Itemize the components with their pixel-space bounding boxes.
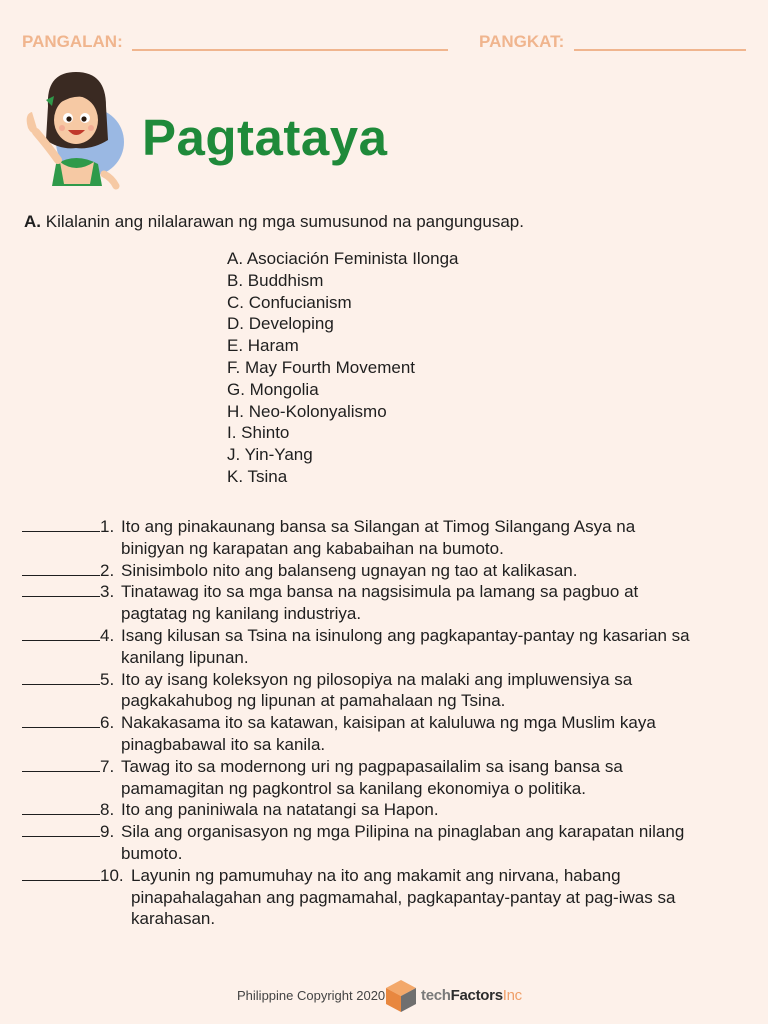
choice-item: K. Tsina xyxy=(227,466,288,486)
question-text: pinagbabawal ito sa kanila. xyxy=(121,734,326,754)
question-text: Ito ang pinakaunang bansa sa Silangan at Timog Silangang Asya na xyxy=(121,517,636,536)
answer-blank[interactable] xyxy=(22,865,100,881)
answer-blank[interactable] xyxy=(22,756,100,772)
question-item xyxy=(22,756,752,800)
question-text: Layunin ng pamumuhay na ito ang makamit ang nirvana, habang xyxy=(131,865,621,885)
question-list xyxy=(22,516,752,930)
choice-item: J. Yin-Yang xyxy=(227,445,313,465)
question-number: 2. xyxy=(100,560,115,580)
choice-item: B. Buddhism xyxy=(227,270,324,290)
question-number: 6. xyxy=(100,713,115,733)
question-number: 5. xyxy=(100,669,115,689)
name-blank-line[interactable] xyxy=(132,49,448,51)
choice-item: F. May Fourth Movement xyxy=(227,357,416,377)
question-number: 7. xyxy=(100,756,115,776)
choice-item: H. Neo-Kolonyalismo xyxy=(227,401,387,421)
answer-blank[interactable] xyxy=(22,560,100,576)
question-item xyxy=(22,712,752,756)
question-number: 4. xyxy=(100,625,115,645)
question-text: Isang kilusan sa Tsina na isinulong ang pagkapantay-pantay ng kasarian sa xyxy=(121,625,690,645)
choice-item: I. Shinto xyxy=(227,423,290,443)
choice-item: G. Mongolia xyxy=(227,379,319,399)
brand-factors: Factors xyxy=(450,987,503,1004)
answer-blank[interactable] xyxy=(22,669,100,685)
answer-blank[interactable] xyxy=(22,625,100,641)
question-number: 9. xyxy=(100,822,115,842)
question-text: Nakakasama ito sa katawan, kaisipan at kaluluwa ng mga Muslim kaya xyxy=(121,713,656,733)
question-text: Ito ang paniniwala na natatangi sa Hapon. xyxy=(121,800,439,820)
question-number: 3. xyxy=(100,582,115,602)
copyright-text: Philippine Copyright 2020 xyxy=(237,988,386,1003)
question-text: bumoto. xyxy=(121,843,183,863)
question-text: pinapahalagahan ang pagmamahal, pagkapantay-pantay at pag-iwas sa xyxy=(131,887,676,907)
question-item xyxy=(22,560,752,582)
group-label: PANGKAT: xyxy=(479,32,565,51)
question-text: binigyan ng karapatan ang kababaihan na bumoto. xyxy=(121,538,504,558)
question-text: pagkakahubog ng lipunan at pamahalaan ng Tsina. xyxy=(121,691,506,711)
techfactors-cube-icon xyxy=(384,978,418,1014)
choice-item: C. Confucianism xyxy=(227,292,352,312)
question-number: 10. xyxy=(100,865,124,885)
question-number: 8. xyxy=(100,800,115,820)
question-text: Ito ay isang koleksyon ng pilosopiya na malaki ang impluwensiya sa xyxy=(121,669,633,689)
choices-list xyxy=(227,248,459,488)
question-item xyxy=(22,625,752,669)
choice-item: A. Asociación Feminista Ilonga xyxy=(227,249,459,268)
choice-item: D. Developing xyxy=(227,314,334,334)
answer-blank[interactable] xyxy=(22,516,100,532)
instruction-text: Kilalanin ang nilalarawan ng mga sumusunod na pangungusap. xyxy=(45,212,524,231)
question-text: Sinisimbolo nito ang balanseng ugnayan ng tao at kalikasan. xyxy=(121,560,578,580)
student-info-header xyxy=(22,30,752,56)
brand-tech: tech xyxy=(421,987,451,1004)
answer-blank[interactable] xyxy=(22,821,100,837)
choice-item: E. Haram xyxy=(227,336,299,356)
question-text: Tawag ito sa modernong uri ng pagpapasailalim sa isang bansa sa xyxy=(121,756,623,776)
answer-blank[interactable] xyxy=(22,712,100,728)
question-item xyxy=(22,799,752,821)
question-item xyxy=(22,865,752,930)
question-text: pamamagitan ng pagkontrol sa kanilang ekonomiya o politika. xyxy=(121,778,586,798)
brand-inc: Inc xyxy=(502,987,522,1004)
question-text: Tinatawag ito sa mga bansa na nagsisimula pa lamang sa pagbuo at xyxy=(121,582,639,602)
girl-mascot-illustration xyxy=(18,66,130,190)
footer xyxy=(237,978,557,1014)
instruction-letter: A. xyxy=(24,212,41,231)
question-text: Sila ang organisasyon ng mga Pilipina na pinaglaban ang karapatan nilang xyxy=(121,822,685,842)
question-item xyxy=(22,581,752,625)
answer-blank[interactable] xyxy=(22,799,100,815)
question-item xyxy=(22,669,752,713)
question-text: kanilang lipunan. xyxy=(121,647,249,667)
page-title: Pagtataya xyxy=(142,109,388,166)
group-blank-line[interactable] xyxy=(574,49,746,51)
question-number: 1. xyxy=(100,517,115,536)
question-text: karahasan. xyxy=(131,909,216,929)
question-item xyxy=(22,821,752,865)
answer-blank[interactable] xyxy=(22,581,100,597)
question-item xyxy=(22,516,752,560)
question-text: pagtatag ng kanilang industriya. xyxy=(121,604,362,624)
techfactors-logo xyxy=(421,987,522,1004)
instruction xyxy=(24,212,524,232)
name-label: PANGALAN: xyxy=(22,32,123,51)
